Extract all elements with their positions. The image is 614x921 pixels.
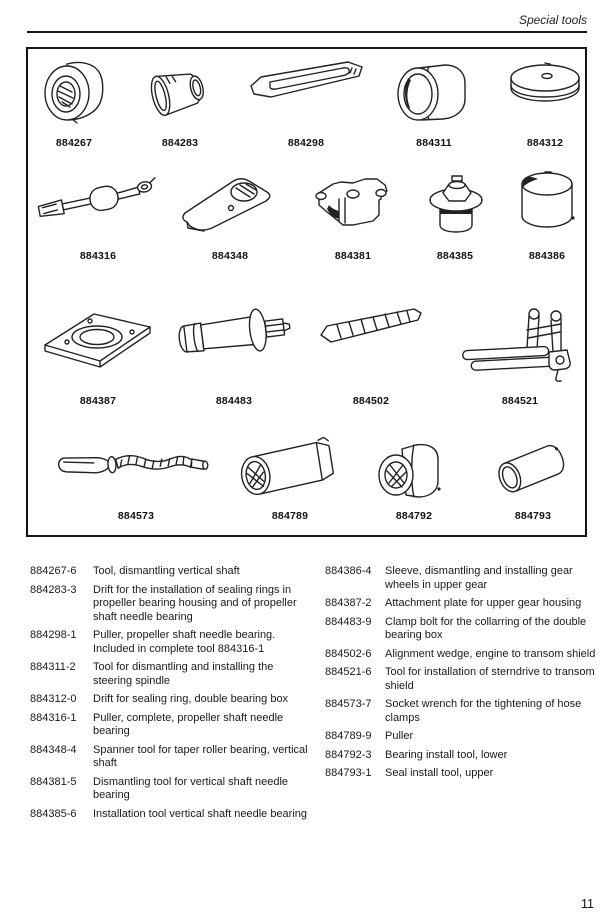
list-item	[325, 698, 605, 725]
seal-install-sleeve-icon	[492, 437, 574, 499]
part-number: 884793-1	[325, 767, 372, 780]
tool-list-right-column	[325, 565, 605, 786]
list-item	[325, 616, 605, 643]
tool-number-label: 884573	[117, 510, 155, 522]
part-number: 884311-2	[30, 661, 76, 674]
list-item	[325, 730, 605, 744]
tool-figure-884789	[230, 437, 350, 522]
sealing-ring-disc-icon	[503, 59, 587, 113]
part-number: 884381-5	[30, 775, 77, 788]
tool-number-label: 884789	[271, 510, 309, 522]
part-description: Spanner tool for taper roller bearing, vertical shaft	[93, 743, 308, 770]
part-number: 884483-9	[325, 615, 372, 628]
tool-figure-884521	[454, 304, 586, 407]
part-number: 884283-3	[30, 583, 77, 596]
tool-figure-884386	[507, 169, 587, 262]
plain-sleeve-icon	[511, 169, 583, 231]
list-item	[30, 565, 314, 579]
drift-sleeve-icon	[144, 59, 216, 123]
spanner-plate-icon	[174, 169, 286, 235]
list-item	[30, 661, 314, 688]
bearing-install-tool-icon	[368, 437, 460, 503]
part-number: 884316-1	[30, 711, 77, 724]
part-description: Puller, propeller shaft needle bearing. Included in complete tool 884316-1	[93, 629, 276, 655]
part-number: 884502-6	[325, 647, 372, 660]
tool-figure-884385	[410, 169, 500, 262]
part-description: Puller, complete, propeller shaft needle bearing	[93, 711, 284, 738]
flexible-socket-wrench-icon	[56, 437, 216, 491]
tool-figure-884573	[51, 437, 221, 522]
part-description: Dismantling tool for vertical shaft needle bearing	[93, 775, 289, 802]
tool-number-label: 884793	[514, 510, 552, 522]
part-number: 884792-3	[325, 748, 372, 761]
page-number: 11	[581, 897, 594, 911]
list-item	[325, 749, 605, 763]
list-item	[30, 744, 314, 771]
tool-figure-884387	[33, 304, 163, 407]
sterndrive-install-frame-icon	[457, 304, 583, 388]
list-item	[30, 712, 314, 739]
tool-number-label: 884521	[501, 395, 539, 407]
part-number: 884348-4	[30, 743, 77, 756]
puller-spindle-icon	[32, 169, 164, 227]
part-number: 884267-6	[30, 565, 77, 577]
part-description: Tool for installation of sterndrive to transom shield	[385, 666, 595, 692]
tool-number-label: 884267	[55, 137, 93, 149]
attachment-plate-icon	[37, 304, 159, 372]
part-description: Alignment wedge, engine to transom shield	[385, 647, 596, 660]
tool-figure-884312	[501, 59, 589, 149]
list-item	[30, 584, 314, 625]
tool-figure-884792	[364, 437, 464, 522]
header-rule	[27, 31, 587, 33]
page-title: Special tools	[518, 13, 587, 27]
tool-number-label: 884387	[79, 395, 117, 407]
part-description: Bearing install tool, lower	[385, 748, 508, 761]
part-number: 884573-7	[325, 698, 372, 711]
list-item	[325, 648, 605, 662]
tool-figure-884502	[311, 304, 431, 407]
part-number: 884387-2	[325, 597, 372, 610]
tool-figure-884348	[170, 169, 290, 262]
tool-figure-884381	[298, 169, 408, 262]
part-number: 884386-4	[325, 565, 372, 577]
part-description: Sleeve, dismantling and installing gear wheels in upper gear	[385, 565, 573, 591]
part-number: 884298-1	[30, 629, 77, 642]
tool-number-label: 884283	[161, 137, 199, 149]
part-number: 884312-0	[30, 693, 77, 706]
part-description: Drift for sealing ring, double bearing box	[93, 693, 289, 706]
dismantling-casting-icon	[301, 169, 405, 231]
tool-figure-884483	[169, 304, 299, 407]
tool-number-label: 884502	[352, 395, 390, 407]
part-number: 884385-6	[30, 807, 77, 820]
tool-figure-884316	[28, 169, 168, 262]
list-item	[30, 693, 314, 707]
part-description: Socket wrench for the tightening of hose clamps	[385, 698, 582, 724]
tool-figure-884283	[135, 59, 225, 149]
tool-number-label: 884381	[334, 250, 372, 262]
list-item	[325, 565, 605, 592]
tool-figure-884267	[29, 59, 119, 149]
large-sleeve-tool-icon	[393, 59, 475, 125]
part-description: Puller	[385, 730, 414, 743]
part-description: Installation tool vertical shaft needle bearing	[93, 807, 308, 820]
alignment-wedge-icon	[315, 304, 427, 348]
part-description: Attachment plate for upper gear housing	[385, 597, 582, 610]
tool-number-label: 884386	[528, 250, 566, 262]
tool-figure-884793	[488, 437, 578, 522]
tool-number-label: 884792	[395, 510, 433, 522]
tool-number-label: 884348	[211, 250, 249, 262]
flat-puller-bar-icon	[245, 59, 367, 105]
tool-number-label: 884483	[215, 395, 253, 407]
list-item	[30, 808, 314, 822]
list-item	[30, 776, 314, 803]
part-description: Seal install tool, upper	[385, 767, 494, 780]
part-description: Tool for dismantling and installing the steering spindle	[93, 661, 274, 687]
clamp-bolt-icon	[172, 304, 296, 362]
list-item	[30, 629, 314, 656]
tool-figure-884298	[241, 59, 371, 149]
round-bearing-tool-icon	[39, 59, 109, 125]
tool-number-label: 884298	[287, 137, 325, 149]
puller-cylinder-icon	[234, 437, 346, 499]
part-number: 884789-9	[325, 730, 372, 743]
list-item	[325, 767, 605, 781]
part-description: Tool, dismantling vertical shaft	[93, 565, 240, 577]
part-description: Clamp bolt for the collarring of the double bearing box	[385, 615, 587, 642]
tool-number-label: 884311	[416, 137, 452, 149]
installation-tool-hex-icon	[412, 169, 498, 235]
list-item	[325, 666, 605, 693]
tool-number-label: 884316	[79, 250, 117, 262]
part-number: 884521-6	[325, 666, 372, 679]
list-item	[325, 597, 605, 611]
tool-number-label: 884385	[436, 250, 474, 262]
special-tools-panel	[26, 47, 587, 537]
tool-number-label: 884312	[526, 137, 564, 149]
tool-list-left-column	[30, 565, 314, 826]
tool-figure-884311	[389, 59, 479, 149]
part-description: Drift for the installation of sealing rings in propeller bearing housing and of propeller shaft needle bearing	[93, 583, 297, 623]
